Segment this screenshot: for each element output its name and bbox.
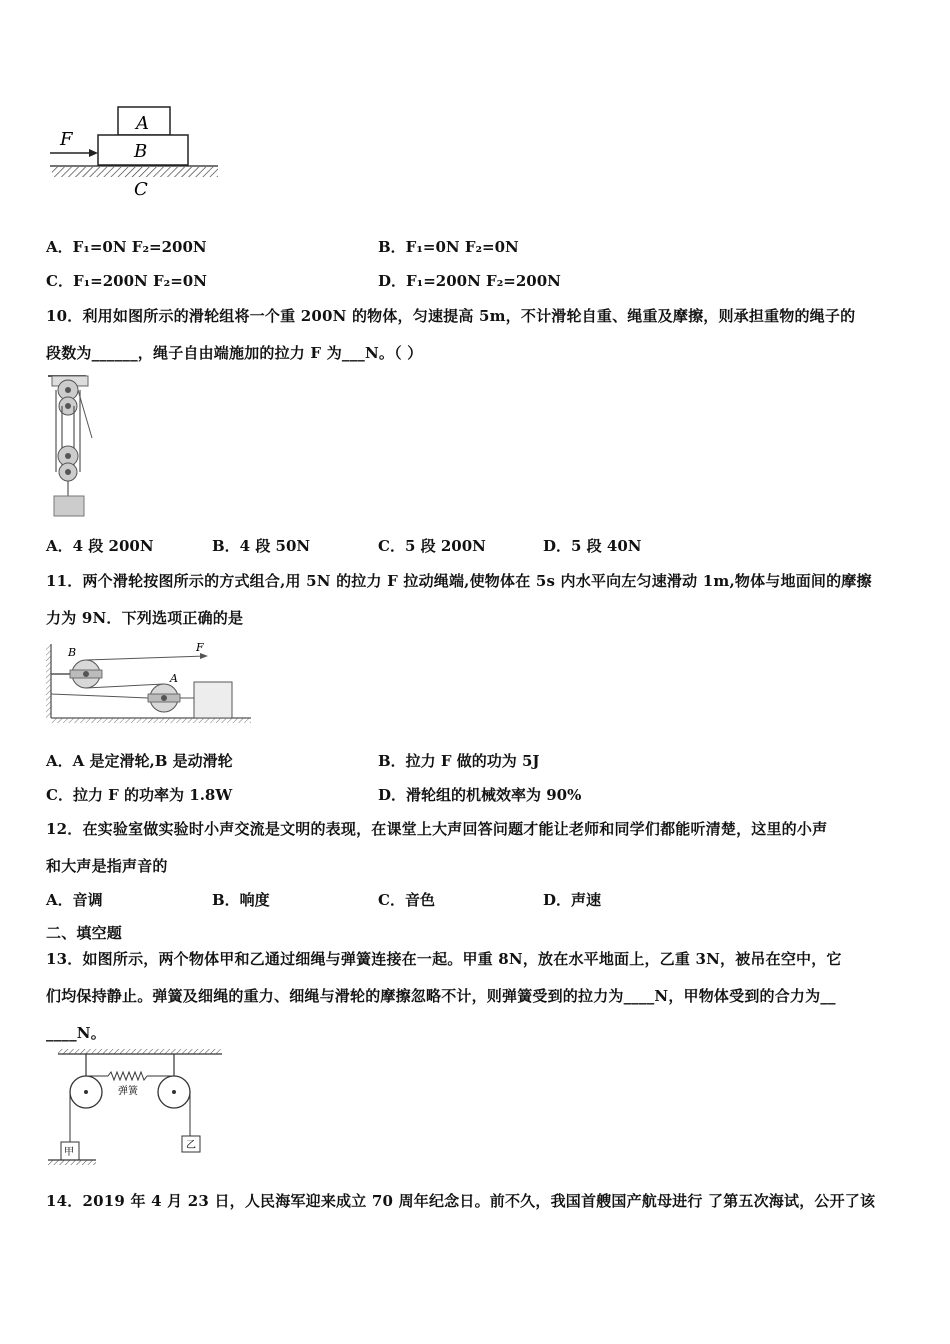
q12-text-line1: 12．在实验室做实验时小声交流是文明的表现，在课堂上大声回答问题才能让老师和同学们都能听清楚，这里的小声 [46, 820, 828, 838]
spring-pulley-figure [46, 1048, 226, 1172]
q10-option-b: B．4 段 50N [212, 537, 311, 555]
label-b: B [68, 646, 77, 659]
label-c: C [134, 179, 148, 200]
q13-text-line1: 13．如图所示，两个物体甲和乙通过细绳与弹簧连接在一起。甲重 8N，放在水平地面上，乙重 3N，被吊在空中，它 [46, 950, 842, 968]
q9-option-c: C．F₁=200N F₂=0N [46, 272, 207, 290]
weight-block [54, 496, 84, 516]
label-f: F [196, 641, 204, 654]
q11-option-c: C．拉力 F 的功率为 1.8W [46, 786, 233, 804]
label-spring: 弹簧 [118, 1086, 138, 1097]
spring [108, 1072, 147, 1080]
q12-option-b: B．响度 [212, 891, 270, 909]
q12-text-line2: 和大声是指声音的 [46, 857, 168, 875]
q10-text-line2: 段数为______，绳子自由端施加的拉力 F 为___N。（ ） [46, 344, 423, 362]
q10-option-a: A．4 段 200N [46, 537, 154, 555]
q9-option-d: D．F₁=200N F₂=200N [378, 272, 561, 290]
ground-hatch [52, 167, 218, 177]
q14-text-line1: 14．2019 年 4 月 23 日，人民海军迎来成立 70 周年纪念日。前不久，我国首艘国产航母进行 了第五次海试，公开了该 [46, 1192, 876, 1210]
q12-option-d: D．声速 [543, 891, 602, 909]
label-f: F [60, 129, 73, 150]
q12-option-a: A．音调 [46, 891, 103, 909]
q10-option-c: C．5 段 200N [378, 537, 486, 555]
q13-text-line3: ____N。 [46, 1024, 106, 1042]
q12-option-c: C．音色 [378, 891, 435, 909]
section-title: 二、填空题 [46, 924, 123, 942]
q11-option-a: A．A 是定滑轮,B 是动滑轮 [46, 752, 233, 770]
q11-text-line1: 11．两个滑轮按图所示的方式组合,用 5N 的拉力 F 拉动绳端,使物体在 5s 内水平向左匀速滑动 1m,物体与地面间的摩擦 [46, 572, 872, 590]
label-a: A [170, 672, 178, 685]
pulley-block-figure [46, 372, 106, 522]
q11-option-d: D．滑轮组的机械效率为 90% [378, 786, 582, 804]
object-box [194, 682, 232, 718]
q9-option-a: A．F₁=0N F₂=200N [46, 238, 207, 256]
horizontal-pulley-figure [46, 638, 266, 724]
q11-option-b: B．拉力 F 做的功为 5J [378, 752, 540, 770]
label-b: B [134, 141, 148, 162]
label-jia: 甲 [64, 1147, 74, 1158]
label-yi: 乙 [186, 1140, 196, 1151]
block-figure [46, 100, 226, 200]
q10-option-d: D．5 段 40N [543, 537, 642, 555]
q13-text-line2: 们均保持静止。弹簧及细绳的重力、细绳与滑轮的摩擦忽略不计，则弹簧受到的拉力为____N，甲物体受到的合力为__ [46, 987, 836, 1005]
q10-text-line1: 10．利用如图所示的滑轮组将一个重 200N 的物体，匀速提高 5m，不计滑轮自重、绳重及摩擦，则承担重物的绳子的 [46, 307, 856, 325]
q9-option-b: B．F₁=0N F₂=0N [378, 238, 519, 256]
q11-text-line2: 力为 9N．下列选项正确的是 [46, 609, 244, 627]
label-a: A [136, 113, 149, 134]
